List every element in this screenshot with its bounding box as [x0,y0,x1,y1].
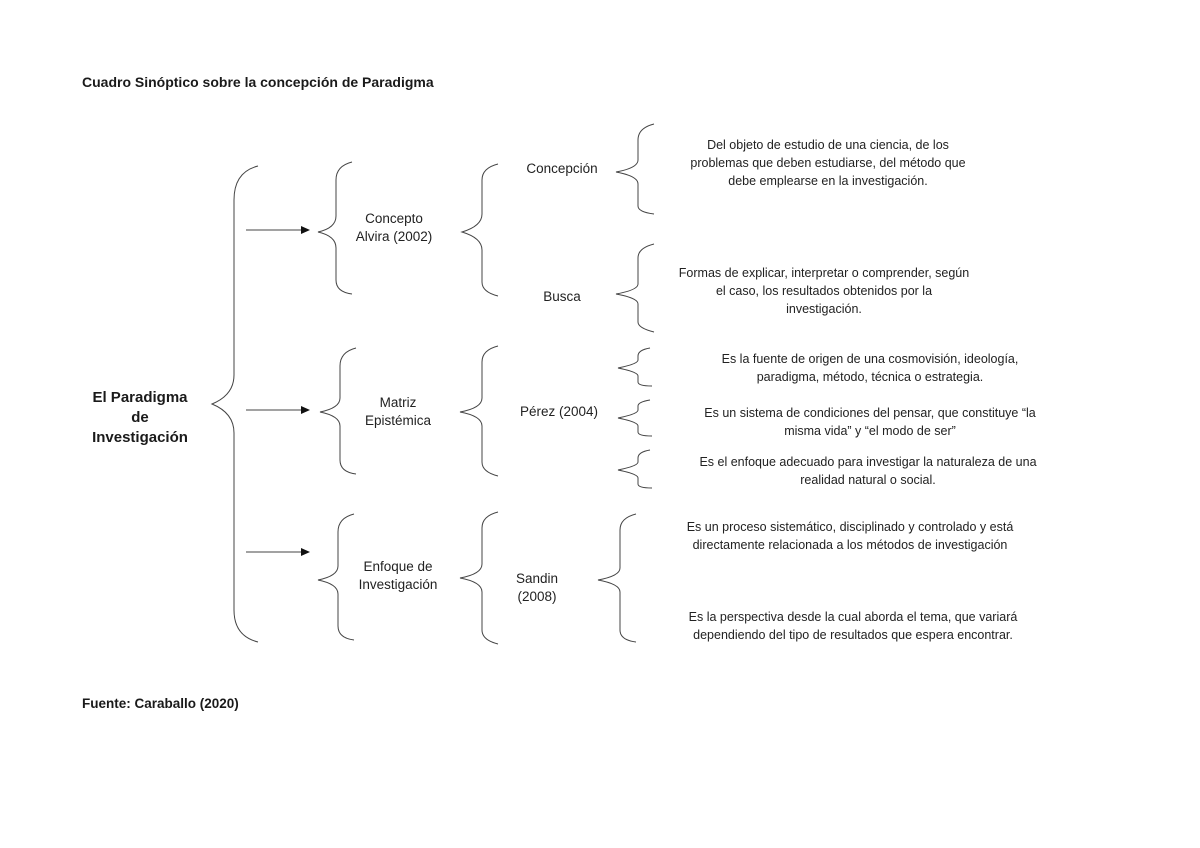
desc-perez-1 [680,350,1060,386]
subnode-busca: Busca [543,289,581,304]
branch-concepto-line-1: Concepto [365,211,423,226]
desc-perez-3-line-2: realidad natural o social. [800,473,936,487]
desc-busca-line-2: el caso, los resultados obtenidos por la [715,284,933,298]
desc-perez-3-line-1: Es el enfoque adecuado para investigar la naturaleza de una [699,455,1037,469]
branch-concepto [344,210,444,246]
sandin-brace [598,514,636,642]
branch-matriz-line-1: Matriz [379,395,417,410]
desc-sandin-1-line-1: Es un proceso sistemático, disciplinado y controlado y está [686,520,1014,534]
desc-perez-1-line-1: Es la fuente de origen de una cosmovisión, ideología, [721,352,1019,366]
branch-enfoque [346,558,450,594]
branch-enfoque-line-1: Enfoque de [363,559,433,574]
arrow-head-1 [301,226,310,234]
subnode-sandin-line-2: (2008) [517,589,557,604]
desc-perez-2-line-2: misma vida” y “el modo de ser” [784,424,956,438]
desc-concepcion-line-2: problemas que deben estudiarse, del método que [690,156,966,170]
perez-brace-2 [618,400,652,436]
desc-perez-2 [668,404,1072,440]
root-line-2: de [131,409,149,426]
root-line-3: Investigación [92,429,188,446]
desc-concepcion-line-3: debe emplearse en la investigación. [728,174,928,188]
desc-perez-1-line-2: paradigma, método, técnica o estrategia. [756,370,984,384]
desc-busca [644,264,1004,318]
branch-concepto-line-2: Alvira (2002) [355,229,433,244]
matriz-inner-brace [460,346,498,476]
desc-sandin-1-line-2: directamente relacionada a los métodos de investigación [692,538,1008,552]
arrow-head-3 [301,548,310,556]
desc-perez-3 [662,453,1074,489]
perez-brace-3 [618,450,652,488]
desc-perez-2-line-1: Es un sistema de condiciones del pensar, que constituye “la [704,406,1036,420]
subnode-sandin [500,570,574,606]
desc-sandin-2 [652,608,1054,644]
desc-sandin-1 [646,518,1054,554]
desc-busca-line-1: Formas de explicar, interpretar o comprender, según [678,266,970,280]
branch-enfoque-line-2: Investigación [358,577,438,592]
enfoque-inner-brace [460,512,498,644]
root-line-1: El Paradigma [92,389,188,406]
desc-busca-line-3: investigación. [786,302,862,316]
branch-matriz [348,394,448,430]
subnode-concepcion: Concepción [526,161,598,176]
subnode-sandin-line-1: Sandin [515,571,559,586]
desc-concepcion [648,136,1008,190]
perez-brace-1 [618,348,652,386]
source-note: Fuente: Caraballo (2020) [82,696,239,711]
desc-sandin-2-line-2: dependiendo del tipo de resultados que espera encontrar. [693,628,1013,642]
arrow-head-2 [301,406,310,414]
desc-sandin-2-line-1: Es la perspectiva desde la cual aborda el tema, que variará [688,610,1018,624]
desc-concepcion-line-1: Del objeto de estudio de una ciencia, de los [707,138,949,152]
subnode-perez: Pérez (2004) [519,404,599,419]
root-brace [212,166,258,642]
branch-matriz-line-2: Epistémica [364,413,432,428]
page-title: Cuadro Sinóptico sobre la concepción de Paradigma [82,74,434,90]
concepto-inner-brace [462,164,498,296]
root-node [78,388,202,448]
